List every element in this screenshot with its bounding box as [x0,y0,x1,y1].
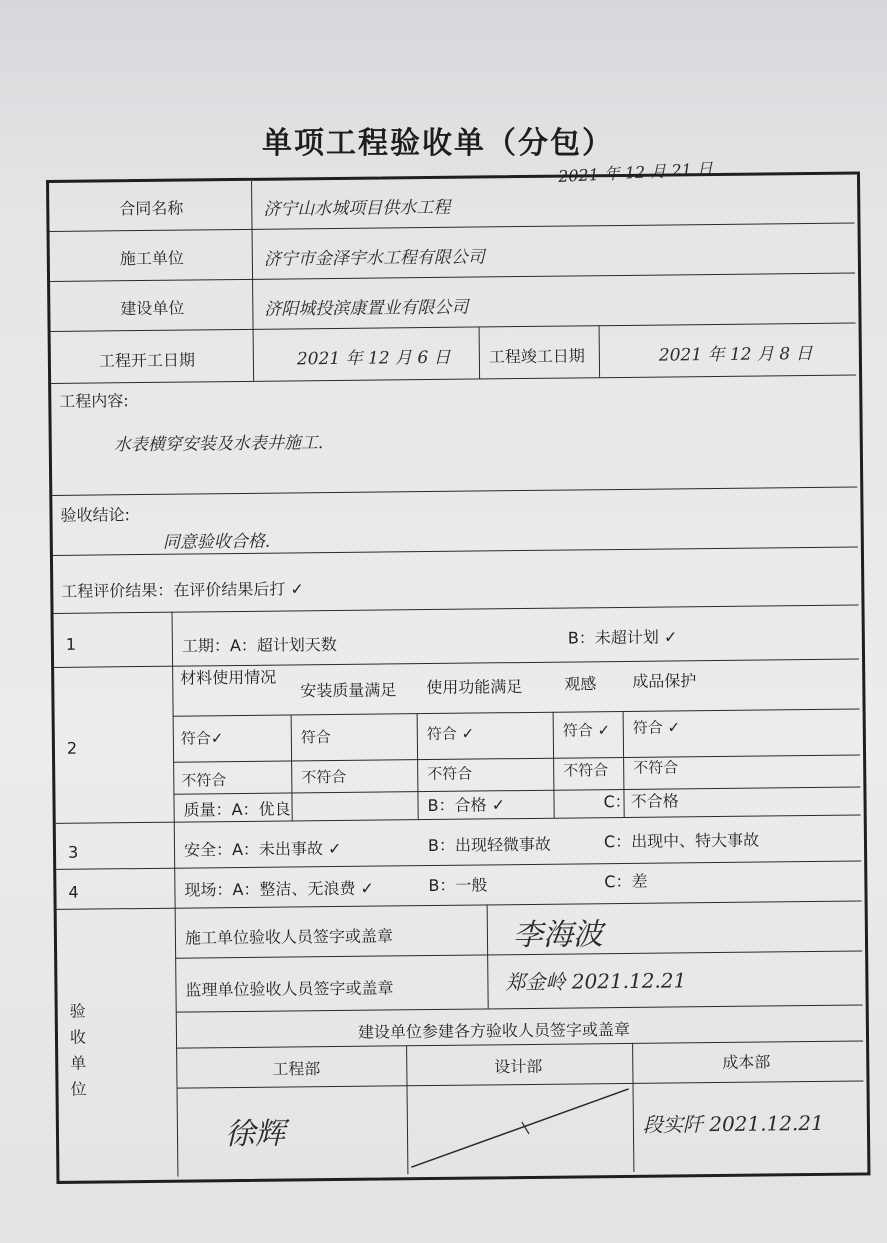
safety-option-a: 安全：A：未出事故 ✓ [183,838,342,860]
col-function: 使用功能满足 [426,677,523,698]
fit-install: 符合 [300,728,331,747]
dept-cost: 成本部 [722,1052,771,1072]
acceptance-side-label: 验 收 单 位 [69,1001,87,1099]
unfit-material: 不符合 [181,771,227,790]
start-date-value: 2021 年 12 月 6 日 [296,347,451,370]
safety-option-b: B：出现轻微事故 [427,834,552,856]
col-material: 材料使用情况 [180,667,277,688]
safety-option-c: C：出现中、特大事故 [603,830,760,852]
design-strike-line [406,1083,635,1174]
conclusion-value: 同意验收合格. [162,531,271,553]
item-number-2: 2 [66,738,78,758]
quality-option-b: B：合格 ✓ [427,795,506,816]
builder-sign-label: 建设单位参建各方验收人员签字或盖章 [357,1019,631,1042]
unfit-protection: 不符合 [633,758,679,777]
acceptance-table [46,171,870,1183]
fit-function: 符合 ✓ [426,724,475,744]
item-number-4: 4 [68,882,79,902]
content-label: 工程内容: [59,391,129,411]
item-number-1: 1 [65,634,77,654]
contract-label: 合同名称 [119,198,184,219]
quality-option-c: C：不合格 [603,791,679,812]
unfit-function: 不符合 [427,764,473,784]
quality-option-a: 质量：A：优良 [183,799,291,820]
engineering-signature: 徐辉 [224,1116,286,1153]
site-option-b: B：一般 [428,875,488,896]
dept-engineering: 工程部 [272,1059,321,1079]
schedule-option-b: B：未超计划 ✓ [567,627,678,648]
supervision-signature: 郑金岭 2021.12.21 [505,968,687,995]
builder-unit-value: 济阳城投滨康置业有限公司 [264,297,469,320]
contract-value: 济宁山水城项目供水工程 [263,197,451,220]
cost-signature: 段实阡 2021.12.21 [642,1110,824,1137]
fit-material: 符合✓ [180,729,224,748]
site-option-a: 现场：A：整洁、无浪费 ✓ [184,878,374,900]
col-install-quality: 安装质量满足 [300,680,397,701]
construction-unit-value: 济宁市金泽宇水工程有限公司 [263,247,485,270]
schedule-option-a: 工期：A：超计划天数 [181,634,337,656]
site-option-c: C：差 [604,871,648,892]
unfit-install: 不符合 [301,767,347,787]
dept-design: 设计部 [494,1056,543,1077]
end-date-value: 2021 年 12 月 8 日 [658,343,813,366]
conclusion-label: 验收结论: [60,505,131,525]
col-protection: 成品保护 [632,671,697,691]
item-number-3: 3 [67,842,79,862]
fit-appearance: 符合 ✓ [562,721,611,740]
construction-sign-label: 施工单位验收人员签字或盖章 [184,926,394,948]
supervision-sign-label: 监理单位验收人员签字或盖章 [185,978,394,1000]
col-appearance: 观感 [564,674,597,694]
form-title: 单项工程验收单（分包） [262,126,614,161]
end-date-label: 工程竣工日期 [488,346,585,367]
evaluation-label: 工程评价结果：在评价结果后打 ✓ [61,579,304,601]
start-date-label: 工程开工日期 [98,350,196,371]
construction-signature: 李海波 [512,917,604,954]
form-date: 2021 年 12 月 21 日 [557,158,714,187]
fit-protection: 符合 ✓ [632,718,681,737]
builder-unit-label: 建设单位 [120,298,185,319]
unfit-appearance: 不符合 [563,761,609,780]
content-value: 水表横穿安装及水表井施工. [113,433,324,456]
construction-unit-label: 施工单位 [119,248,184,269]
